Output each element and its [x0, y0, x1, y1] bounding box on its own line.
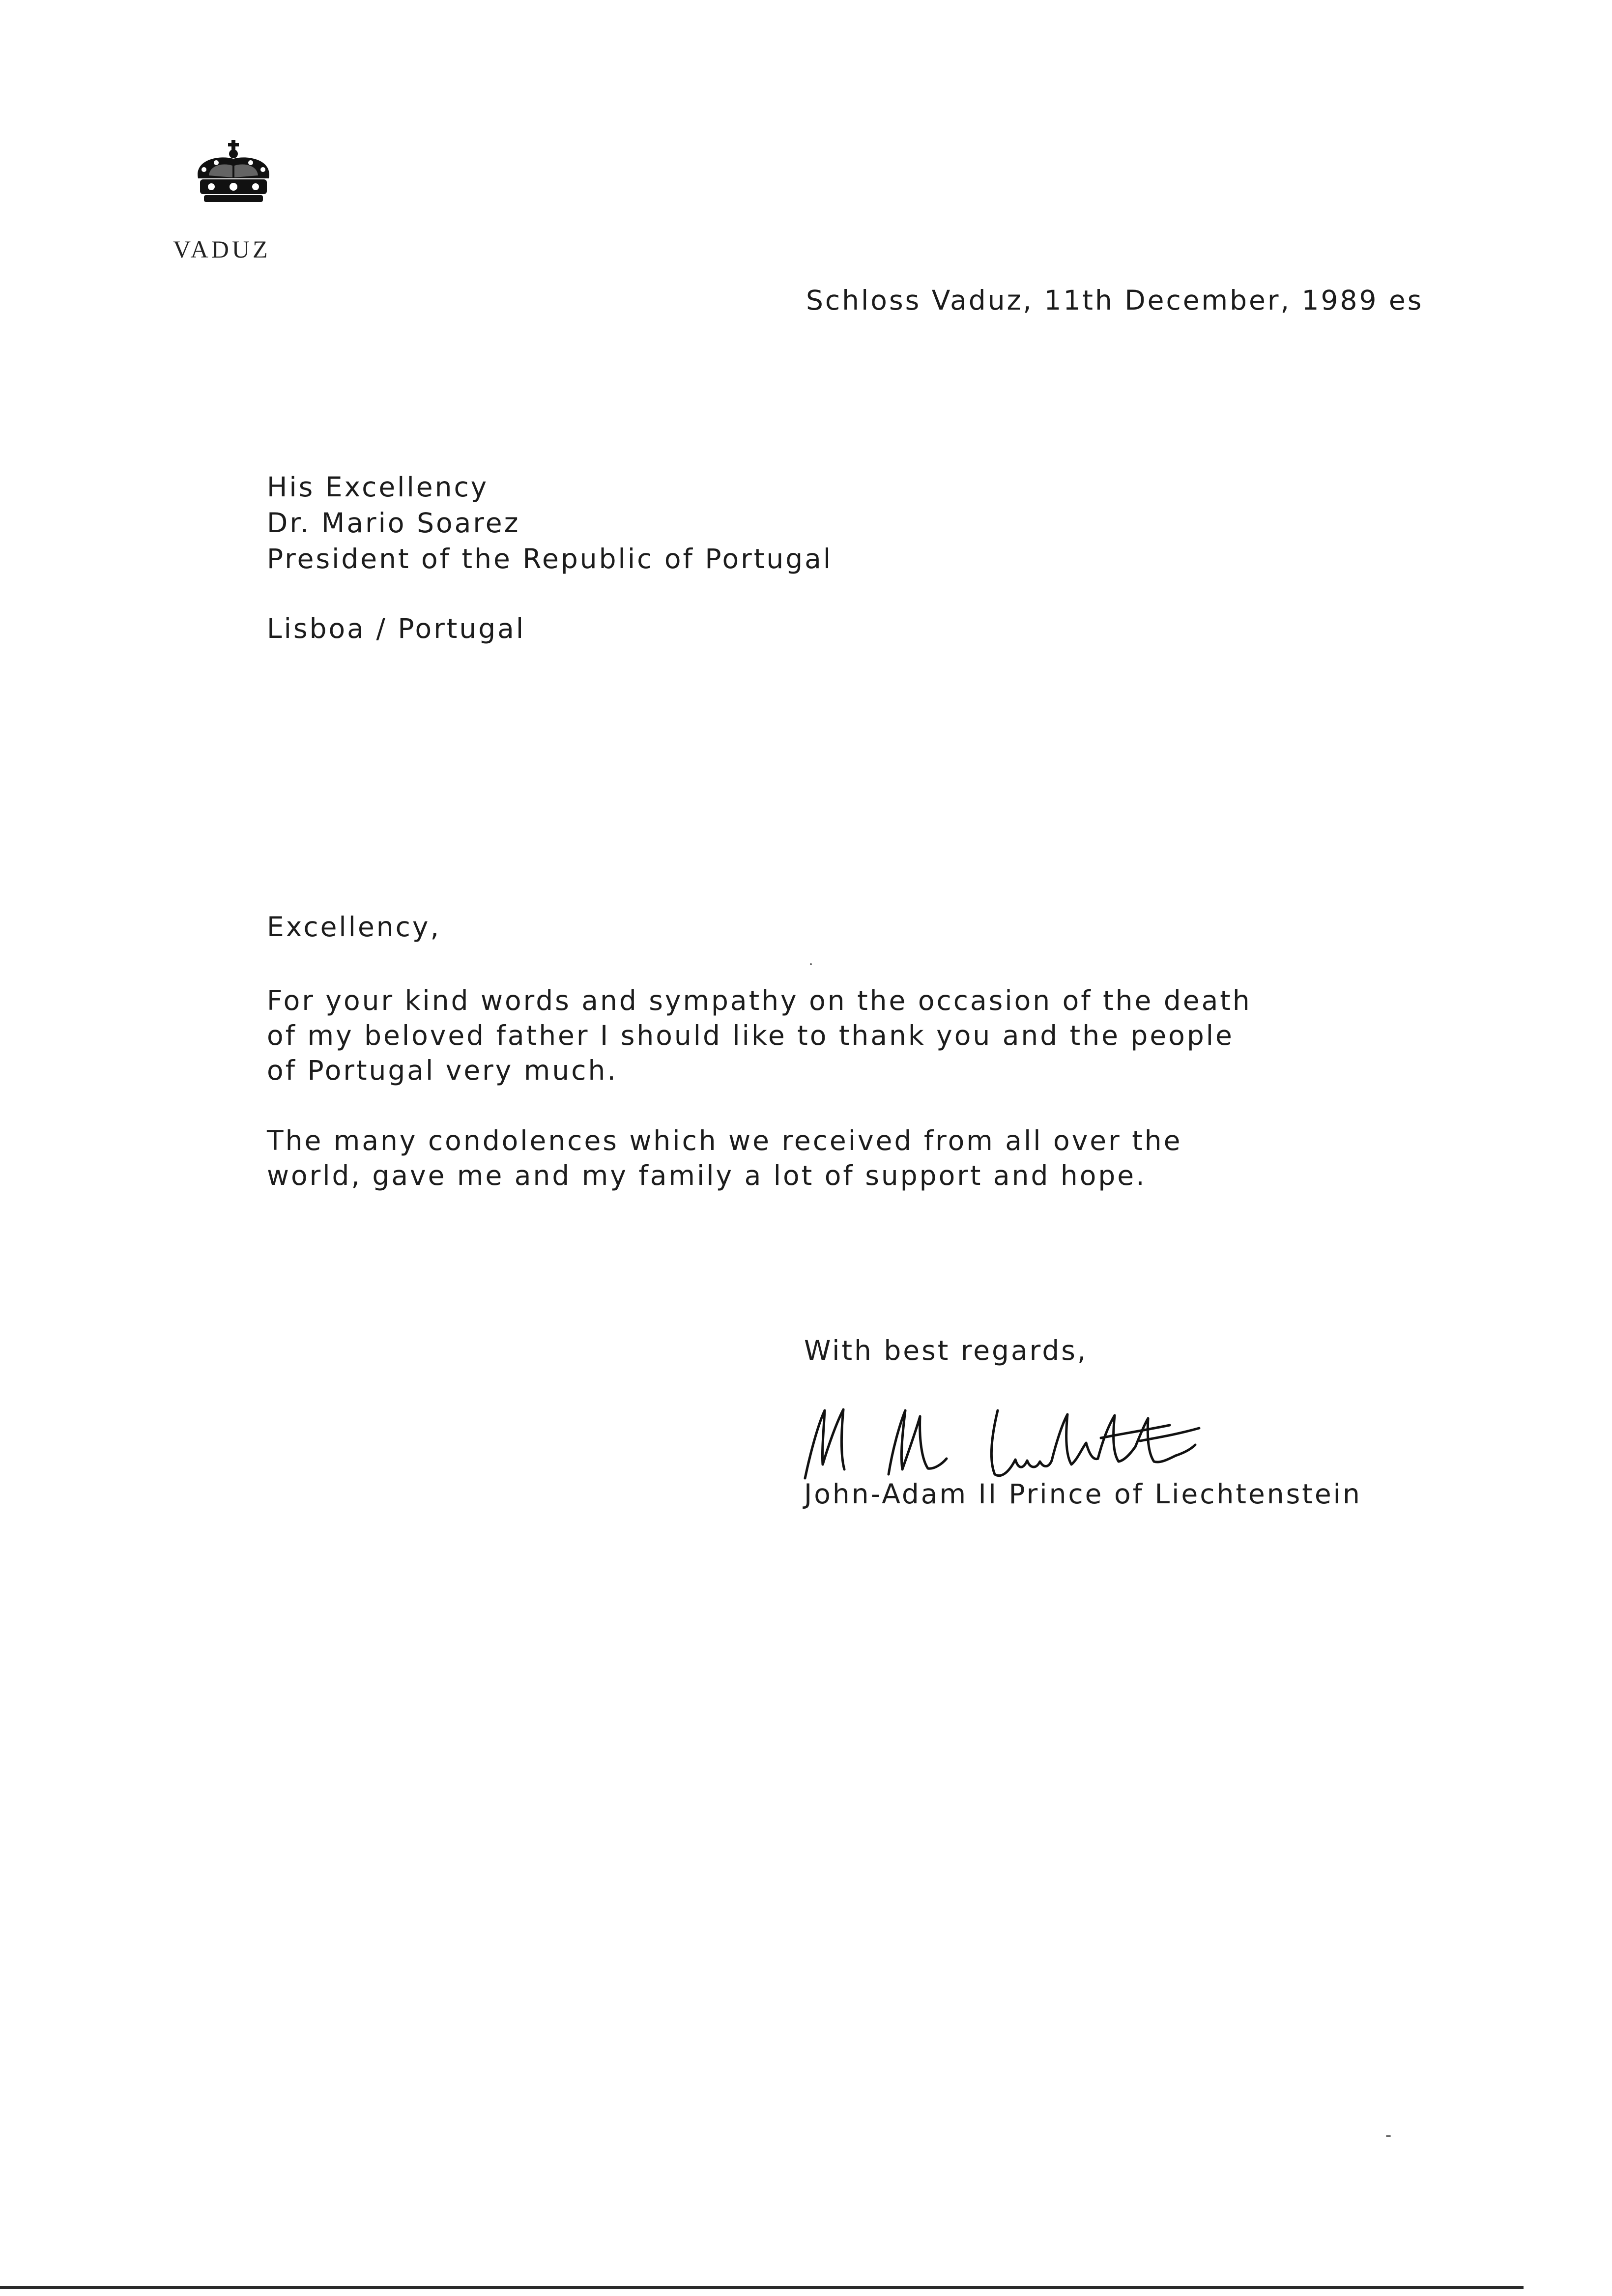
paragraph-2-line-1: The many condolences which we received from all over the	[267, 1125, 1182, 1156]
paper-speck	[1386, 2135, 1391, 2137]
closing: With best regards,	[804, 1335, 1088, 1366]
recipient-title: His Excellency	[267, 471, 489, 503]
dateline: Schloss Vaduz, 11th December, 1989 es	[806, 285, 1424, 316]
paper-speck	[810, 963, 812, 965]
crown-icon	[189, 140, 278, 204]
paragraph-1-line-2: of my beloved father I should like to thank you and the people	[267, 1020, 1234, 1051]
paragraph-2-line-2: world, gave me and my family a lot of support and hope.	[267, 1160, 1147, 1191]
recipient-name: Dr. Mario Soarez	[267, 507, 520, 539]
paragraph-1-line-3: of Portugal very much.	[267, 1055, 618, 1086]
bottom-edge-rule	[0, 2286, 1524, 2289]
letterhead-place: VADUZ	[173, 235, 271, 263]
signature-icon	[796, 1396, 1219, 1484]
recipient-office: President of the Republic of Portugal	[267, 543, 833, 574]
paragraph-1-line-1: For your kind words and sympathy on the occasion of the death	[267, 985, 1252, 1016]
signer-name: John-Adam II Prince of Liechtenstein	[804, 1478, 1362, 1510]
recipient-city: Lisboa / Portugal	[267, 613, 526, 644]
salutation: Excellency,	[267, 911, 441, 943]
